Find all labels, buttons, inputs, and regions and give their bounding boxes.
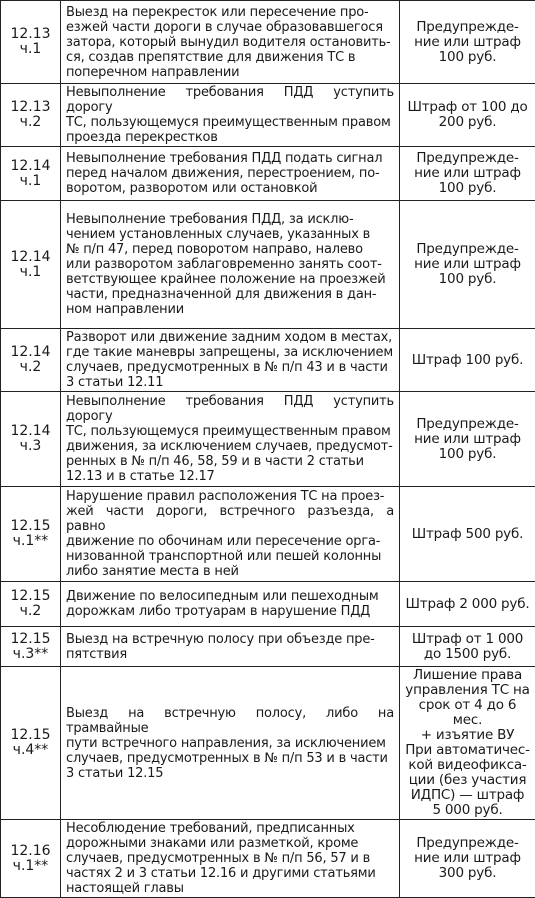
penalty-line: ции (без участия	[404, 773, 531, 788]
article-cell	[1, 329, 61, 392]
description-line: затора, который вынудил водителя остановить-	[66, 35, 394, 50]
description-line: Невыполнение требования ПДД уступить дорогу	[66, 394, 394, 424]
article-line: ч.2	[3, 115, 58, 130]
penalty-cell	[400, 627, 535, 667]
description-cell	[61, 487, 400, 582]
description-line: чением установленных случаев, указанных в	[66, 227, 394, 242]
description-cell	[61, 392, 400, 487]
article-cell	[1, 820, 61, 898]
penalty-cell	[400, 487, 535, 582]
article-line: ч.1	[3, 42, 58, 57]
penalty-line: Предупрежде-	[404, 20, 531, 35]
description-line: случаев, предусмотренных в № п/п 56, 57 и в	[66, 851, 394, 866]
description-cell	[61, 820, 400, 898]
article-line: ч.2	[3, 604, 58, 619]
description-line: где такие маневры запрещены, за исключением	[66, 345, 394, 360]
article-line: 12.16	[3, 844, 58, 859]
table-row	[1, 487, 535, 582]
article-cell	[1, 392, 61, 487]
penalty-line: срок от 4 до 6 мес.	[404, 698, 531, 728]
description-line: Движение по велосипедным или пешеходным	[66, 589, 394, 604]
article-line: 12.13	[3, 27, 58, 42]
article-line: 12.14	[3, 250, 58, 265]
description-line: Несоблюдение требований, предписанных	[66, 821, 394, 836]
article-cell	[1, 1, 61, 84]
penalty-cell	[400, 667, 535, 820]
penalty-line: ние или штраф	[404, 851, 531, 866]
article-line: ч.3	[3, 439, 58, 454]
description-cell	[61, 582, 400, 627]
description-line: 3 статьи 12.15	[66, 766, 394, 781]
description-line: низованной транспортной или пешей колонны	[66, 549, 394, 564]
penalty-line: При автоматичес-	[404, 743, 531, 758]
description-cell	[61, 627, 400, 667]
penalty-cell	[400, 820, 535, 898]
table-row	[1, 582, 535, 627]
description-line: движение по обочинам или пересечение орга-	[66, 534, 394, 549]
article-line: ч.1**	[3, 859, 58, 874]
penalty-cell	[400, 147, 535, 201]
description-line: Разворот или движение задним ходом в местах,	[66, 330, 394, 345]
article-cell	[1, 582, 61, 627]
penalty-line: управления ТС на	[404, 683, 531, 698]
penalty-cell	[400, 1, 535, 84]
article-line: ч.4**	[3, 743, 58, 758]
description-line: частях 2 и 3 статьи 12.16 и другими статьями	[66, 866, 394, 881]
penalty-line: Штраф 100 руб.	[404, 353, 531, 368]
penalty-line: ние или штраф	[404, 166, 531, 181]
article-cell	[1, 667, 61, 820]
description-cell	[61, 201, 400, 329]
description-line: проезда перекрестков	[66, 130, 394, 145]
description-cell	[61, 667, 400, 820]
description-line: Выезд на встречную полосу, либо на трамвайные	[66, 706, 394, 736]
description-line: движения, за исключением случаев, предусмот-	[66, 439, 394, 454]
article-cell	[1, 84, 61, 147]
penalty-line: ИДПС) — штраф	[404, 788, 531, 803]
description-line: ТС, пользующемуся преимущественным правом	[66, 115, 394, 130]
article-line: ч.2	[3, 360, 58, 375]
description-line: дорожными знаками или разметкой, кроме	[66, 836, 394, 851]
table-row	[1, 627, 535, 667]
article-line: 12.15	[3, 728, 58, 743]
penalty-line: 100 руб.	[404, 181, 531, 196]
table-row	[1, 1, 535, 84]
description-line: пути встречного направления, за исключением	[66, 736, 394, 751]
description-line: езжей части дороги в случае образовавшегося	[66, 20, 394, 35]
table-row	[1, 329, 535, 392]
description-line: перед началом движения, перестроением, по-	[66, 166, 394, 181]
article-line: ч.1	[3, 174, 58, 189]
penalty-line: ние или штраф	[404, 257, 531, 272]
penalty-line: до 1500 руб.	[404, 647, 531, 662]
article-line: 12.15	[3, 589, 58, 604]
table-row	[1, 667, 535, 820]
penalty-line: Предупрежде-	[404, 417, 531, 432]
description-line: настоящей главы	[66, 881, 394, 896]
penalty-cell	[400, 329, 535, 392]
article-cell	[1, 627, 61, 667]
table-row	[1, 147, 535, 201]
penalty-line: ние или штраф	[404, 35, 531, 50]
description-line: ном направлении	[66, 302, 394, 317]
description-line: дорожкам либо тротуарам в нарушение ПДД	[66, 604, 394, 619]
penalty-line: кой видеофикса-	[404, 758, 531, 773]
penalty-line: Предупрежде-	[404, 836, 531, 851]
article-line: ч.1**	[3, 534, 58, 549]
penalty-line: 100 руб.	[404, 50, 531, 65]
penalty-cell	[400, 392, 535, 487]
penalty-line: ние или штраф	[404, 432, 531, 447]
description-line: 3 статьи 12.11	[66, 375, 394, 390]
penalty-line: 300 руб.	[404, 866, 531, 881]
article-line: 12.14	[3, 424, 58, 439]
penalty-line: 100 руб.	[404, 272, 531, 287]
description-line: или разворотом заблаговременно занять соот-	[66, 257, 394, 272]
penalty-line: Лишение права	[404, 668, 531, 683]
description-line: Выезд на встречную полосу при объезде пре-	[66, 632, 394, 647]
article-line: 12.14	[3, 345, 58, 360]
description-line: ТС, пользующемуся преимущественным правом	[66, 424, 394, 439]
description-cell	[61, 147, 400, 201]
description-line: 12.13 и в статье 12.17	[66, 469, 394, 484]
description-line: воротом, разворотом или остановкой	[66, 181, 394, 196]
description-line: № п/п 47, перед поворотом направо, налево	[66, 242, 394, 257]
penalty-line: + изъятие ВУ	[404, 728, 531, 743]
description-line: пятствия	[66, 647, 394, 662]
description-cell	[61, 329, 400, 392]
description-line: либо занятие места в ней	[66, 564, 394, 579]
fines-table-body	[1, 1, 535, 898]
table-row	[1, 201, 535, 329]
table-row	[1, 392, 535, 487]
article-cell	[1, 147, 61, 201]
description-line: жей части дороги, встречного разъезда, а равно	[66, 504, 394, 534]
penalty-line: 200 руб.	[404, 115, 531, 130]
description-line: Нарушение правил расположения ТС на проез-	[66, 489, 394, 504]
table-row	[1, 820, 535, 898]
penalty-line: 100 руб.	[404, 447, 531, 462]
article-line: 12.15	[3, 519, 58, 534]
description-line: Невыполнение требования ПДД, за исклю-	[66, 212, 394, 227]
article-cell	[1, 487, 61, 582]
penalty-line: Предупрежде-	[404, 151, 531, 166]
penalty-line: 5 000 руб.	[404, 803, 531, 818]
penalty-line: Штраф от 1 000	[404, 632, 531, 647]
description-line: Невыполнение требования ПДД подать сигнал	[66, 151, 394, 166]
article-line: ч.1	[3, 265, 58, 280]
description-line: случаев, предусмотренных в № п/п 53 и в части	[66, 751, 394, 766]
description-line: случаев, предусмотренных в № п/п 43 и в части	[66, 360, 394, 375]
article-cell	[1, 201, 61, 329]
penalty-line: Штраф 500 руб.	[404, 527, 531, 542]
description-line: Невыполнение требования ПДД уступить дорогу	[66, 85, 394, 115]
penalty-line: Штраф 2 000 руб.	[404, 597, 531, 612]
description-line: ветствующее крайнее положение на проезжей	[66, 272, 394, 287]
penalty-line: Предупрежде-	[404, 242, 531, 257]
penalty-cell	[400, 582, 535, 627]
description-line: ся, создав препятствие для движения ТС в	[66, 50, 394, 65]
description-line: ренных в № п/п 46, 58, 59 и в части 2 статьи	[66, 454, 394, 469]
article-line: 12.14	[3, 159, 58, 174]
penalty-line: Штраф от 100 до	[404, 100, 531, 115]
description-line: части, предназначенной для движения в дан-	[66, 287, 394, 302]
article-line: 12.15	[3, 632, 58, 647]
description-cell	[61, 1, 400, 84]
table-row	[1, 84, 535, 147]
article-line: ч.3**	[3, 647, 58, 662]
description-line: поперечном направлении	[66, 65, 394, 80]
penalty-cell	[400, 84, 535, 147]
penalty-cell	[400, 201, 535, 329]
description-cell	[61, 84, 400, 147]
article-line: 12.13	[3, 100, 58, 115]
description-line: Выезд на перекресток или пересечение про-	[66, 5, 394, 20]
